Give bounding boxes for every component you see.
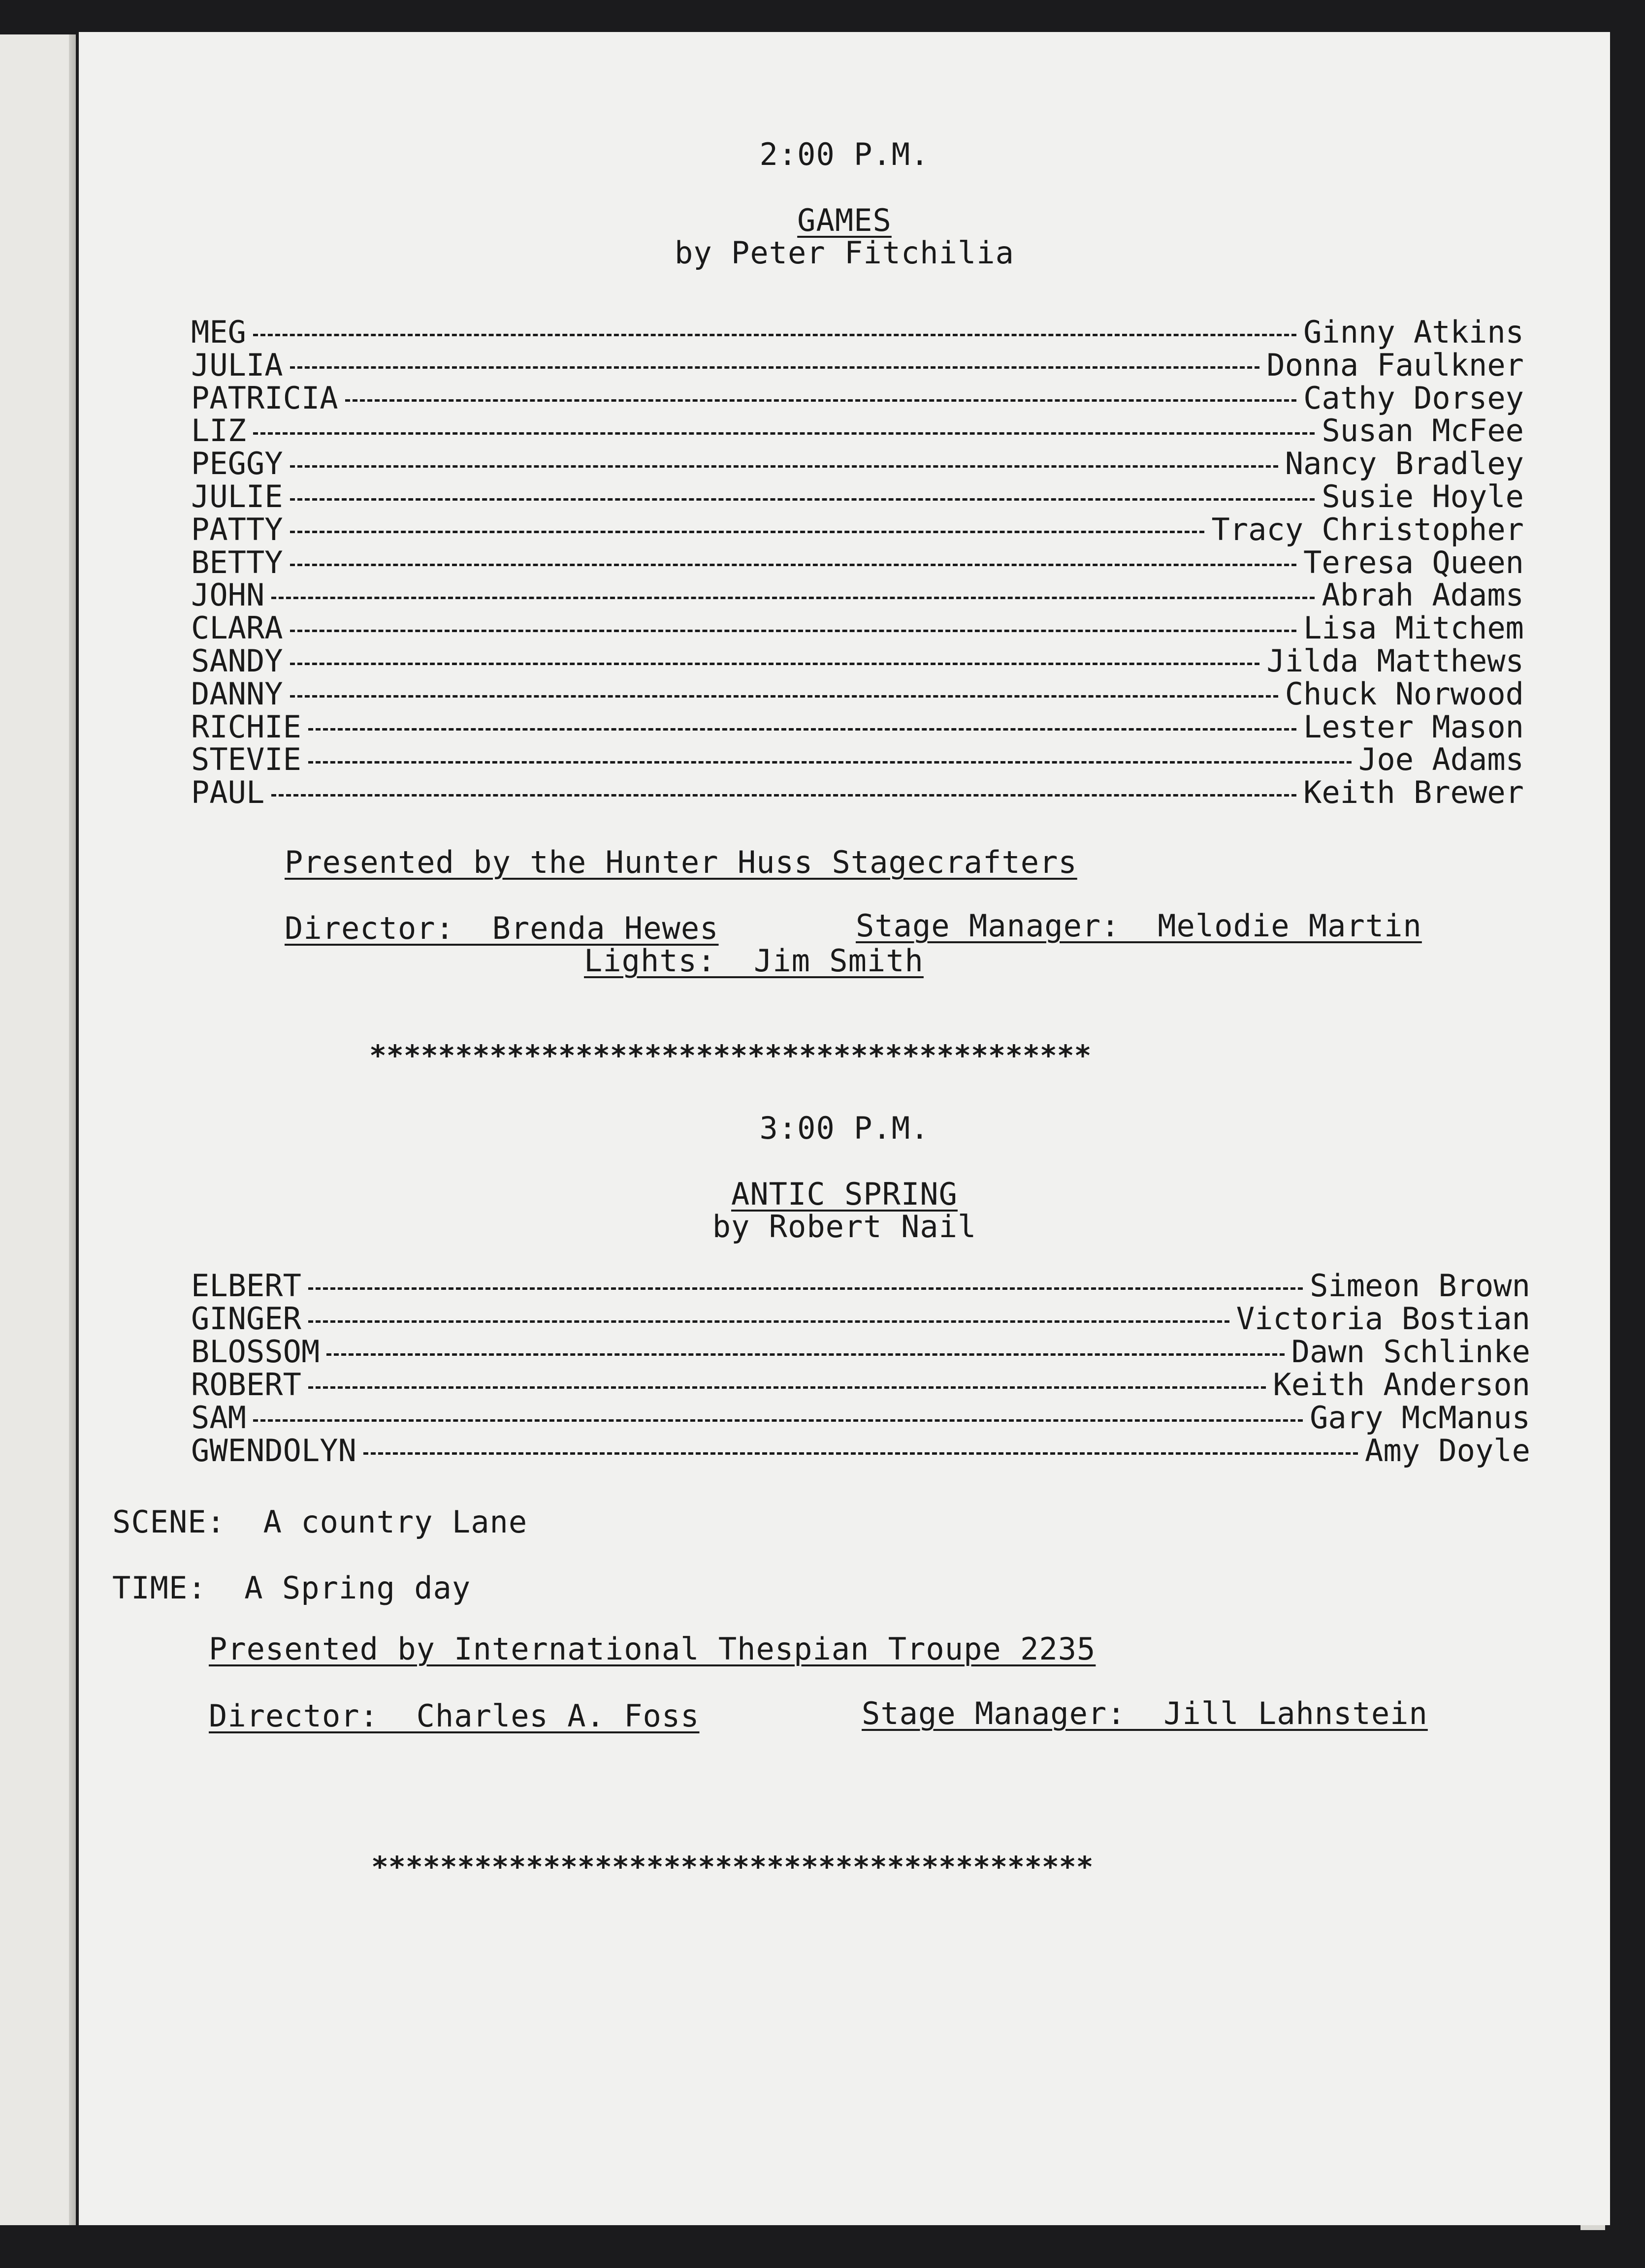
- program-page: [79, 32, 1610, 2225]
- actor-name: Simeon Brown: [1310, 1268, 1530, 1304]
- dash-leader: [271, 597, 1315, 599]
- actor-name: Lester Mason: [1303, 708, 1524, 745]
- role-name: GINGER: [191, 1301, 301, 1337]
- actor-name: Gary McManus: [1310, 1400, 1530, 1436]
- show2-cast-row: [191, 1336, 1530, 1368]
- show2-author: by Robert Nail: [712, 1209, 977, 1245]
- role-name: ROBERT: [191, 1367, 301, 1403]
- role-name: CLARA: [191, 610, 283, 646]
- dash-leader: [271, 794, 1296, 797]
- role-name: PATRICIA: [191, 380, 338, 416]
- role-name: MEG: [191, 314, 246, 350]
- show1-cast-row: [191, 708, 1524, 745]
- show2-time: 3:00 P.M.: [759, 1110, 930, 1146]
- dash-leader: [308, 1287, 1303, 1290]
- actor-name: Ginny Atkins: [1303, 314, 1524, 350]
- actor-name: Keith Brewer: [1303, 774, 1524, 811]
- role-name: ELBERT: [191, 1268, 301, 1304]
- actor-name: Joe Adams: [1358, 741, 1524, 778]
- dash-leader: [308, 728, 1296, 731]
- role-name: SANDY: [191, 643, 283, 679]
- role-name: JULIE: [191, 479, 283, 514]
- show1-author: by Peter Fitchilia: [675, 235, 1014, 271]
- role-name: JULIA: [191, 347, 283, 383]
- role-name: LIZ: [191, 413, 246, 449]
- actor-name: Lisa Mitchem: [1303, 610, 1524, 646]
- show2-director: Director: Charles A. Foss: [209, 1698, 700, 1734]
- show1-title: GAMES: [797, 202, 892, 238]
- show2-cast-row: [191, 1303, 1530, 1335]
- actor-name: Victoria Bostian: [1236, 1301, 1530, 1337]
- actor-name: Susie Hoyle: [1322, 479, 1524, 514]
- show1-cast-row: [191, 480, 1524, 513]
- dash-leader: [345, 399, 1296, 402]
- actor-name: Cathy Dorsey: [1303, 380, 1524, 416]
- show2-presented-by: Presented by International Thespian Troupe 2235: [209, 1631, 1096, 1667]
- show1-cast-row: [191, 743, 1524, 776]
- show1-cast-row: [191, 349, 1524, 382]
- role-name: JOHN: [191, 577, 265, 613]
- actor-name: Abrah Adams: [1322, 577, 1524, 613]
- page-gutter-shadow: [69, 34, 76, 2225]
- show1-cast-row: [191, 513, 1524, 546]
- dash-leader: [290, 663, 1260, 665]
- show1-cast-row: [191, 546, 1524, 579]
- dash-leader: [290, 564, 1296, 566]
- show1-cast-row: [191, 316, 1524, 349]
- separator-stars: ******************************************: [369, 1039, 1092, 1072]
- separator-stars-end: ******************************************: [371, 1850, 1094, 1884]
- dash-leader: [308, 1386, 1266, 1389]
- show1-lights: Lights: Jim Smith: [584, 943, 924, 979]
- dash-leader: [253, 432, 1315, 435]
- show1-cast-row: [191, 645, 1524, 677]
- show2-cast-row: [191, 1270, 1530, 1302]
- actor-name: Nancy Bradley: [1285, 446, 1524, 482]
- actor-name: Tracy Christopher: [1211, 511, 1524, 547]
- dash-leader: [363, 1452, 1358, 1455]
- role-name: STEVIE: [191, 741, 301, 778]
- show1-cast-row: [191, 447, 1524, 480]
- show1-cast-row: [191, 776, 1524, 809]
- show2-stage-manager: Stage Manager: Jill Lahnstein: [862, 1695, 1428, 1731]
- actor-name: Dawn Schlinke: [1291, 1334, 1530, 1370]
- show1-cast-row: [191, 415, 1524, 447]
- show1-presented-by: Presented by the Hunter Huss Stagecrafters: [285, 844, 1077, 880]
- show1-stage-manager: Stage Manager: Melodie Martin: [856, 908, 1422, 944]
- dash-leader: [290, 630, 1296, 632]
- dash-leader: [290, 531, 1205, 533]
- actor-name: Teresa Queen: [1303, 544, 1524, 580]
- show1-cast-row: [191, 612, 1524, 644]
- actor-name: Donna Faulkner: [1266, 347, 1524, 383]
- show1-cast-row: [191, 382, 1524, 415]
- left-facing-page: [0, 34, 74, 2225]
- actor-name: Chuck Norwood: [1285, 675, 1524, 712]
- actor-name: Jilda Matthews: [1266, 643, 1524, 679]
- role-name: BLOSSOM: [191, 1334, 320, 1370]
- role-name: BETTY: [191, 544, 283, 580]
- dash-leader: [290, 695, 1278, 698]
- dash-leader: [253, 334, 1296, 336]
- role-name: RICHIE: [191, 708, 301, 745]
- role-name: GWENDOLYN: [191, 1433, 356, 1469]
- dash-leader: [326, 1353, 1284, 1356]
- show1-time: 2:00 P.M.: [759, 136, 930, 172]
- show2-scene: SCENE: A country Lane: [112, 1504, 528, 1540]
- show1-cast-row: [191, 675, 1524, 712]
- role-name: PATTY: [191, 511, 283, 547]
- role-name: DANNY: [191, 675, 283, 712]
- actor-name: Amy Doyle: [1365, 1433, 1530, 1469]
- show1-director: Director: Brenda Hewes: [285, 910, 719, 946]
- show2-title: ANTIC SPRING: [731, 1176, 958, 1212]
- dash-leader: [308, 1320, 1229, 1323]
- actor-name: Keith Anderson: [1273, 1367, 1530, 1403]
- dash-leader: [308, 761, 1352, 764]
- dash-leader: [290, 366, 1260, 369]
- show2-cast-row: [191, 1402, 1530, 1434]
- role-name: PEGGY: [191, 446, 283, 482]
- actor-name: Susan McFee: [1322, 413, 1524, 449]
- dash-leader: [290, 498, 1315, 501]
- show2-time-of-play: TIME: A Spring day: [112, 1570, 471, 1606]
- role-name: PAUL: [191, 774, 265, 811]
- show2-cast-row: [191, 1369, 1530, 1401]
- dash-leader: [253, 1419, 1303, 1422]
- role-name: SAM: [191, 1400, 246, 1436]
- show1-cast-row: [191, 579, 1524, 611]
- dash-leader: [290, 465, 1278, 468]
- show2-cast-row: [191, 1435, 1530, 1467]
